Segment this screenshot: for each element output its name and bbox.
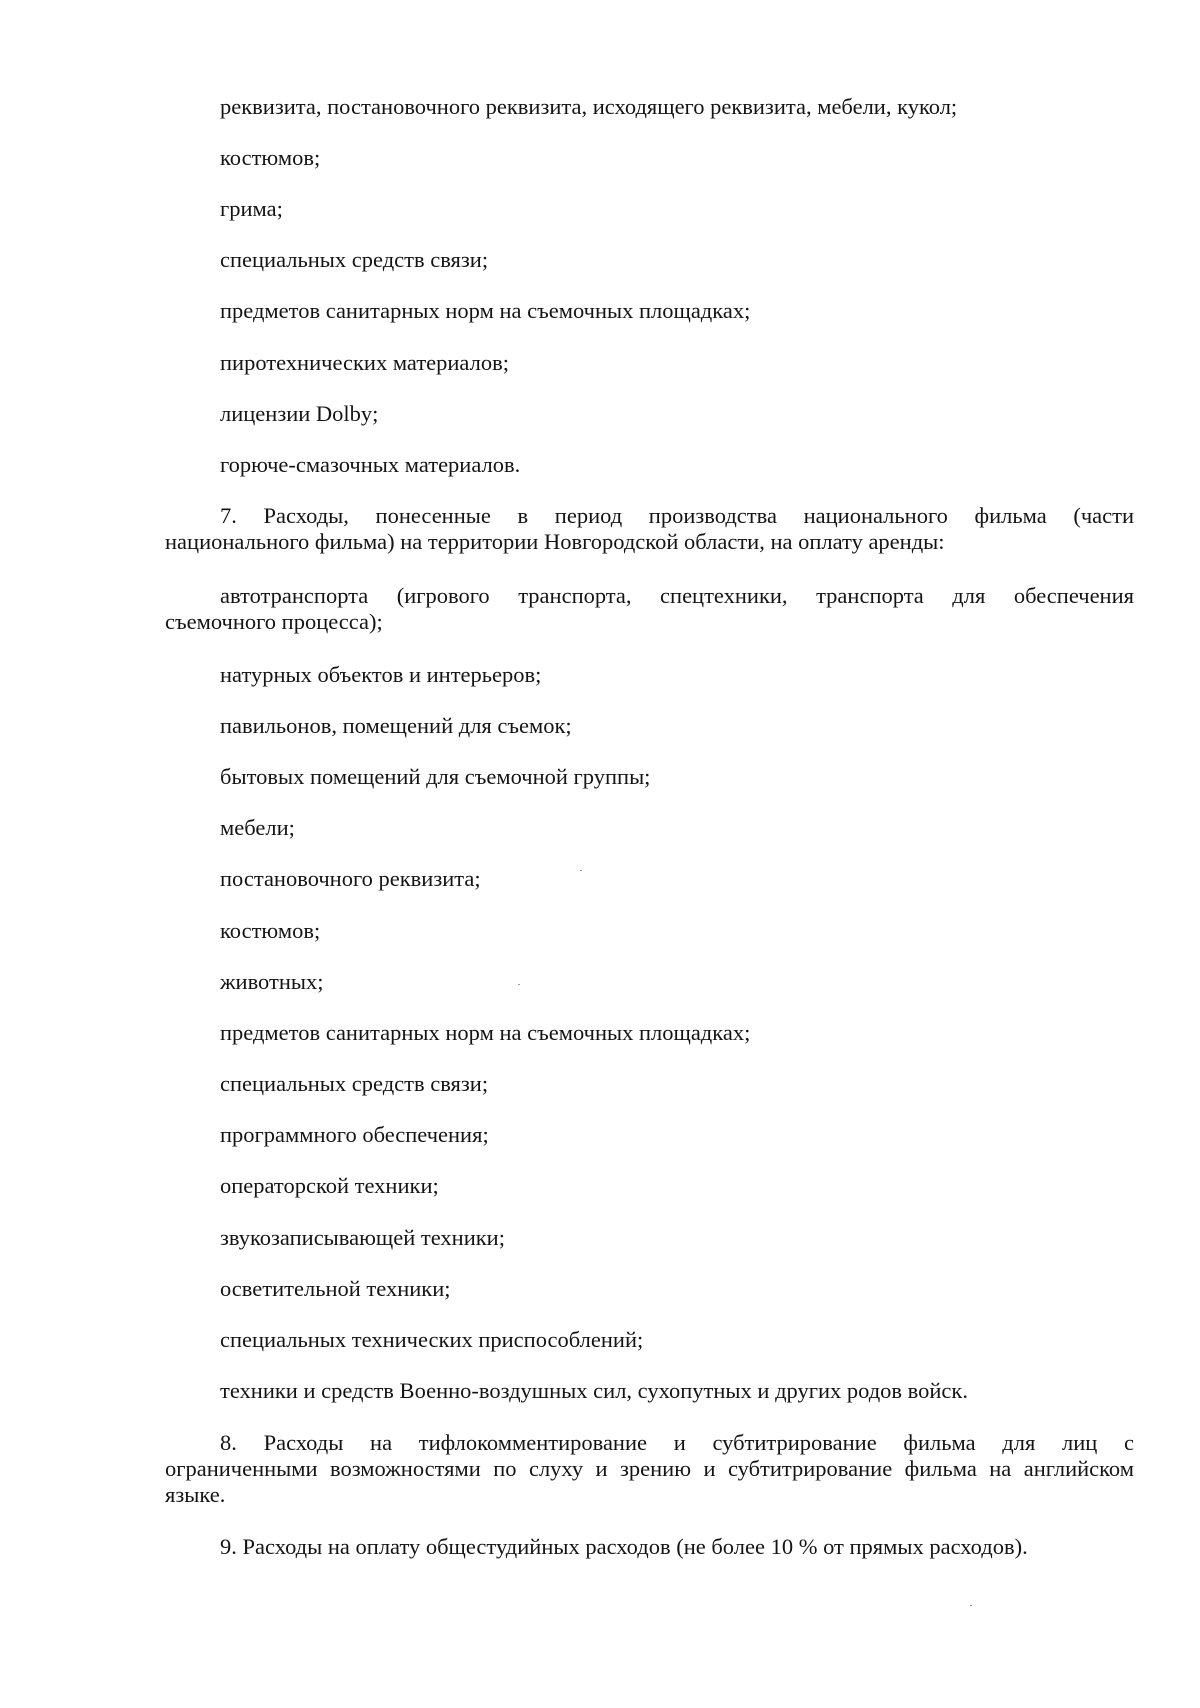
list-item: костюмов; <box>220 145 321 170</box>
list-item: специальных технических приспособлений; <box>220 1327 644 1352</box>
list-item: постановочного реквизита; <box>220 866 481 891</box>
paragraph-8 <box>165 1430 1134 1508</box>
paragraph-7-line-1: 7. Расходы, понесенные в период производства национального фильма (части <box>220 503 1134 528</box>
list-item: пиротехнических материалов; <box>220 350 509 375</box>
list-item: специальных средств связи; <box>220 247 489 272</box>
list-item: костюмов; <box>220 918 321 943</box>
list-item: животных; <box>220 969 324 994</box>
list-item: предметов санитарных норм на съемочных площадках; <box>220 1020 751 1045</box>
scan-speck <box>970 1605 972 1606</box>
list-item: программного обеспечения; <box>220 1122 489 1147</box>
list-item: техники и средств Военно-воздушных сил, сухопутных и других родов войск. <box>220 1378 968 1403</box>
paragraph-7-line-2: национального фильма) на территории Новгородской области, на оплату аренды: <box>165 529 945 554</box>
list-item: бытовых помещений для съемочной группы; <box>220 764 651 789</box>
paragraph-9: 9. Расходы на оплату общестудийных расходов (не более 10 % от прямых расходов). <box>220 1534 1028 1559</box>
list-item: мебели; <box>220 815 295 840</box>
list-item: грима; <box>220 196 283 221</box>
list-item: натурных объектов и интерьеров; <box>220 662 542 687</box>
list-item: специальных средств связи; <box>220 1071 489 1096</box>
list-item: лицензии Dolby; <box>220 401 379 426</box>
paragraph-8-line-3: языке. <box>165 1482 226 1507</box>
list-item-line-2: съемочного процесса); <box>165 609 383 634</box>
list-item: звукозаписывающей техники; <box>220 1225 505 1250</box>
list-item: осветительной техники; <box>220 1276 451 1301</box>
list-item-line-1: автотранспорта (игрового транспорта, спецтехники, транспорта для обеспечения <box>220 583 1134 608</box>
list-item: реквизита, постановочного реквизита, исходящего реквизита, мебели, кукол; <box>220 94 958 119</box>
paragraph-8-line-1: 8. Расходы на тифлокомментирование и субтитрирование фильма для лиц с <box>220 1430 1134 1455</box>
list-item: горюче-смазочных материалов. <box>220 452 521 477</box>
scan-speck <box>518 984 520 985</box>
scan-speck <box>580 870 582 871</box>
list-item: павильонов, помещений для съемок; <box>220 713 572 738</box>
list-item-multiline <box>165 583 1134 635</box>
paragraph-8-line-2: ограниченными возможностями по слуху и зрению и субтитрирование фильма на английском <box>165 1456 1134 1481</box>
list-item: операторской техники; <box>220 1173 439 1198</box>
list-item: предметов санитарных норм на съемочных площадках; <box>220 298 751 323</box>
paragraph-7 <box>165 503 1134 555</box>
